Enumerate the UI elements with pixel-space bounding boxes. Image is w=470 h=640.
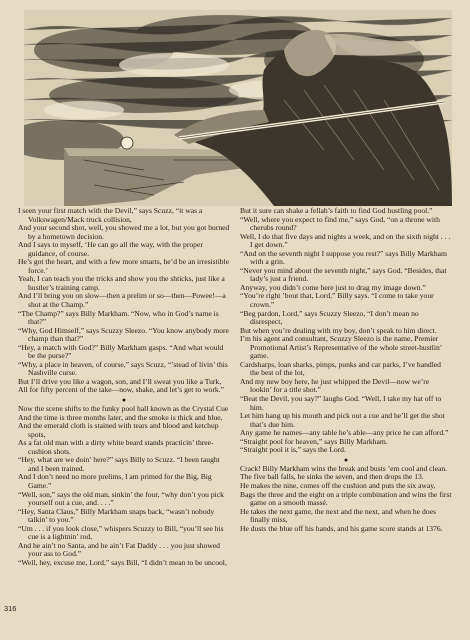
verse-line: He takes the next game, the next and the next, and when he does finally miss, <box>240 506 436 525</box>
verse-line: “Well, hey, excuse me, Lord,” says Bill, “I didn’t mean to be uncool, <box>18 557 227 567</box>
verse-line: Anyway, you didn’t come here just to drag my image down.” <box>240 282 426 292</box>
verse-line: He dusts the blue off his hands, and his game score stands at 1376. <box>240 523 443 533</box>
pool-player-illustration-icon <box>24 10 452 206</box>
verse-line: And he ain’t no Santa, and he ain’t Fat Daddy . . . you just showed your ass to God.” <box>18 540 220 559</box>
verse-line: “Um . . . if you look close,” whispers Scuzzy to Bill, “you’ll see his cue is a lightnin’ rod, <box>18 523 224 542</box>
verse-line: “Why, God Himself,” says Scuzzy Sleezo. “You know anybody more champ than that?” <box>18 325 229 344</box>
verse-line: Let him hang up his mouth and pick out a cue and he’ll get the shot that’s due him. <box>240 411 445 429</box>
verse-line: I seen your first match with the Devil,” says Scuzz, “it was a Volkswagen/Mack truck collision, <box>18 206 203 224</box>
verse-line: I’m his agent and consultant, Scuzzy Sleezo is the name, Premier Promotional Artist’s Representative of the whole street-hustlin’ game. <box>240 334 442 361</box>
article-body <box>18 207 452 625</box>
verse-line: Well, I do that five days and nights a week, and on the sixth night . . . I get down.” <box>240 231 451 250</box>
verse-line: “Well, where you expect to find me,” says God, “on a throne with cherubs round? <box>240 214 440 233</box>
verse-line: And your second shot, well, you showed me a lot, but you got burned by a hometown decision. <box>18 223 230 241</box>
pool-player-illustration <box>24 10 452 206</box>
verse-line: Now the scene shifts to the funky pool hall known as the Crystal Cue <box>18 404 229 414</box>
verse-line: “Beat the Devil, you say?” laughs God. “Well, I take my hat off to him. <box>240 394 442 412</box>
verse-line: And the emerald cloth is stained with tears and blood and ketchup spots, <box>18 421 219 439</box>
verse-line: And the time is three months later, and the smoke is thick and blue, <box>18 412 223 422</box>
right-column <box>240 207 452 625</box>
page-number: 316 <box>4 604 17 613</box>
left-column <box>18 207 230 625</box>
verse-line: And I says to myself, ‘He can go all the way, with the proper guidance, of course. <box>18 240 203 258</box>
verse-line: But I’ll drive you like a wagon, son, and I’ll sweat you like a Turk, <box>18 376 222 386</box>
verse-line: Cardsharps, loan sharks, pimps, punks and car parks, I’ve handled the best of the lot, <box>240 359 441 378</box>
verse-line: The five ball falls, he sinks the seven, and then drops the 13. <box>240 472 424 482</box>
verse-line: He’s got the heart, and with a few more smarts, he’d be an irresistible force.’ <box>18 257 230 275</box>
verse-line: And I’ll bring you on slow—then a prelim or so—then—Powee!—a shot at the Champ.” <box>18 291 226 310</box>
verse-line: Any game he names—any table he’s able—any price he can afford.” <box>240 428 449 438</box>
verse-line: “You’re right ’bout that, Lord,” Billy says. “I come to take your crown.” <box>240 291 434 310</box>
verse-line: “Straight pool it is,” says the Lord. <box>240 445 346 455</box>
verse-line: But when you’re dealing with my boy, don’t speak to him direct. <box>240 325 437 335</box>
verse-line: “Straight pool for heaven,” says Billy Markham. <box>240 436 388 446</box>
verse-line: “Hey, what are we doin’ here?” says Billy to Scuzz. “I been taught and I been trained. <box>18 455 220 473</box>
verse-line: “Hey, a match with God?” Billy Markham gasps. “And what would be the purse?” <box>18 342 224 361</box>
verse-line: And I don’t need no more prelims, I am primed for the Big, Big Game.” <box>18 472 212 490</box>
verse-line: Bags the three and the eight on a triple combination and wins the first game on a smooth massé. <box>240 489 452 508</box>
verse-line: But it sure can shake a fellah’s faith to find God hustling pool.” <box>240 206 433 215</box>
verse-line: “Well, son,” says the old man, sinkin’ the four, “why don’t you pick yourself out a cue, and. . . .” <box>18 489 224 508</box>
verse-line: “And on the seventh night I suppose you rest?” says Billy Markham with a grin. <box>240 248 447 267</box>
verse-line: “The Champ?” says Billy Markham. “Now, who in God’s name is that?” <box>18 308 219 327</box>
verse-line: Yeah, I can teach you the tricks and show you the shticks, just like a hustler’s training camp. <box>18 274 225 292</box>
verse-line: All for fifty percent of the take—now, shake, and let’s get to work.” <box>18 385 224 395</box>
verse-line: As a fat old man with a dirty white beard stands practicin’ three-cushion shots. <box>18 438 214 456</box>
verse-line: “Never you mind about the seventh night,” says God. “Besides, that lady’s just a friend. <box>240 265 447 284</box>
verse-line: “Hey, Santa Claus,” Billy Markham snaps back, “wasn’t nobody talkin’ to you.” <box>18 506 215 525</box>
verse-line: Crack! Billy Markham wins the break and busts ’em cool and clean. <box>240 463 448 473</box>
verse-line: He makes the nine, comes off the cushion and puts the six away, <box>240 480 436 490</box>
section-break-bullet: ● <box>343 455 349 464</box>
verse-line: “Beg pardon, Lord,” says Scuzzy Sleezo, “I don’t mean no disrespect, <box>240 308 419 327</box>
section-break-bullet: ● <box>121 396 127 405</box>
verse-line: “Why, a place in heaven, of course,” says Scuzz, “’stead of livin’ this Nashville curse. <box>18 359 228 378</box>
verse-line: And my new boy here, he just whipped the Devil—now we’re lookin’ for a title shot.” <box>240 376 430 395</box>
